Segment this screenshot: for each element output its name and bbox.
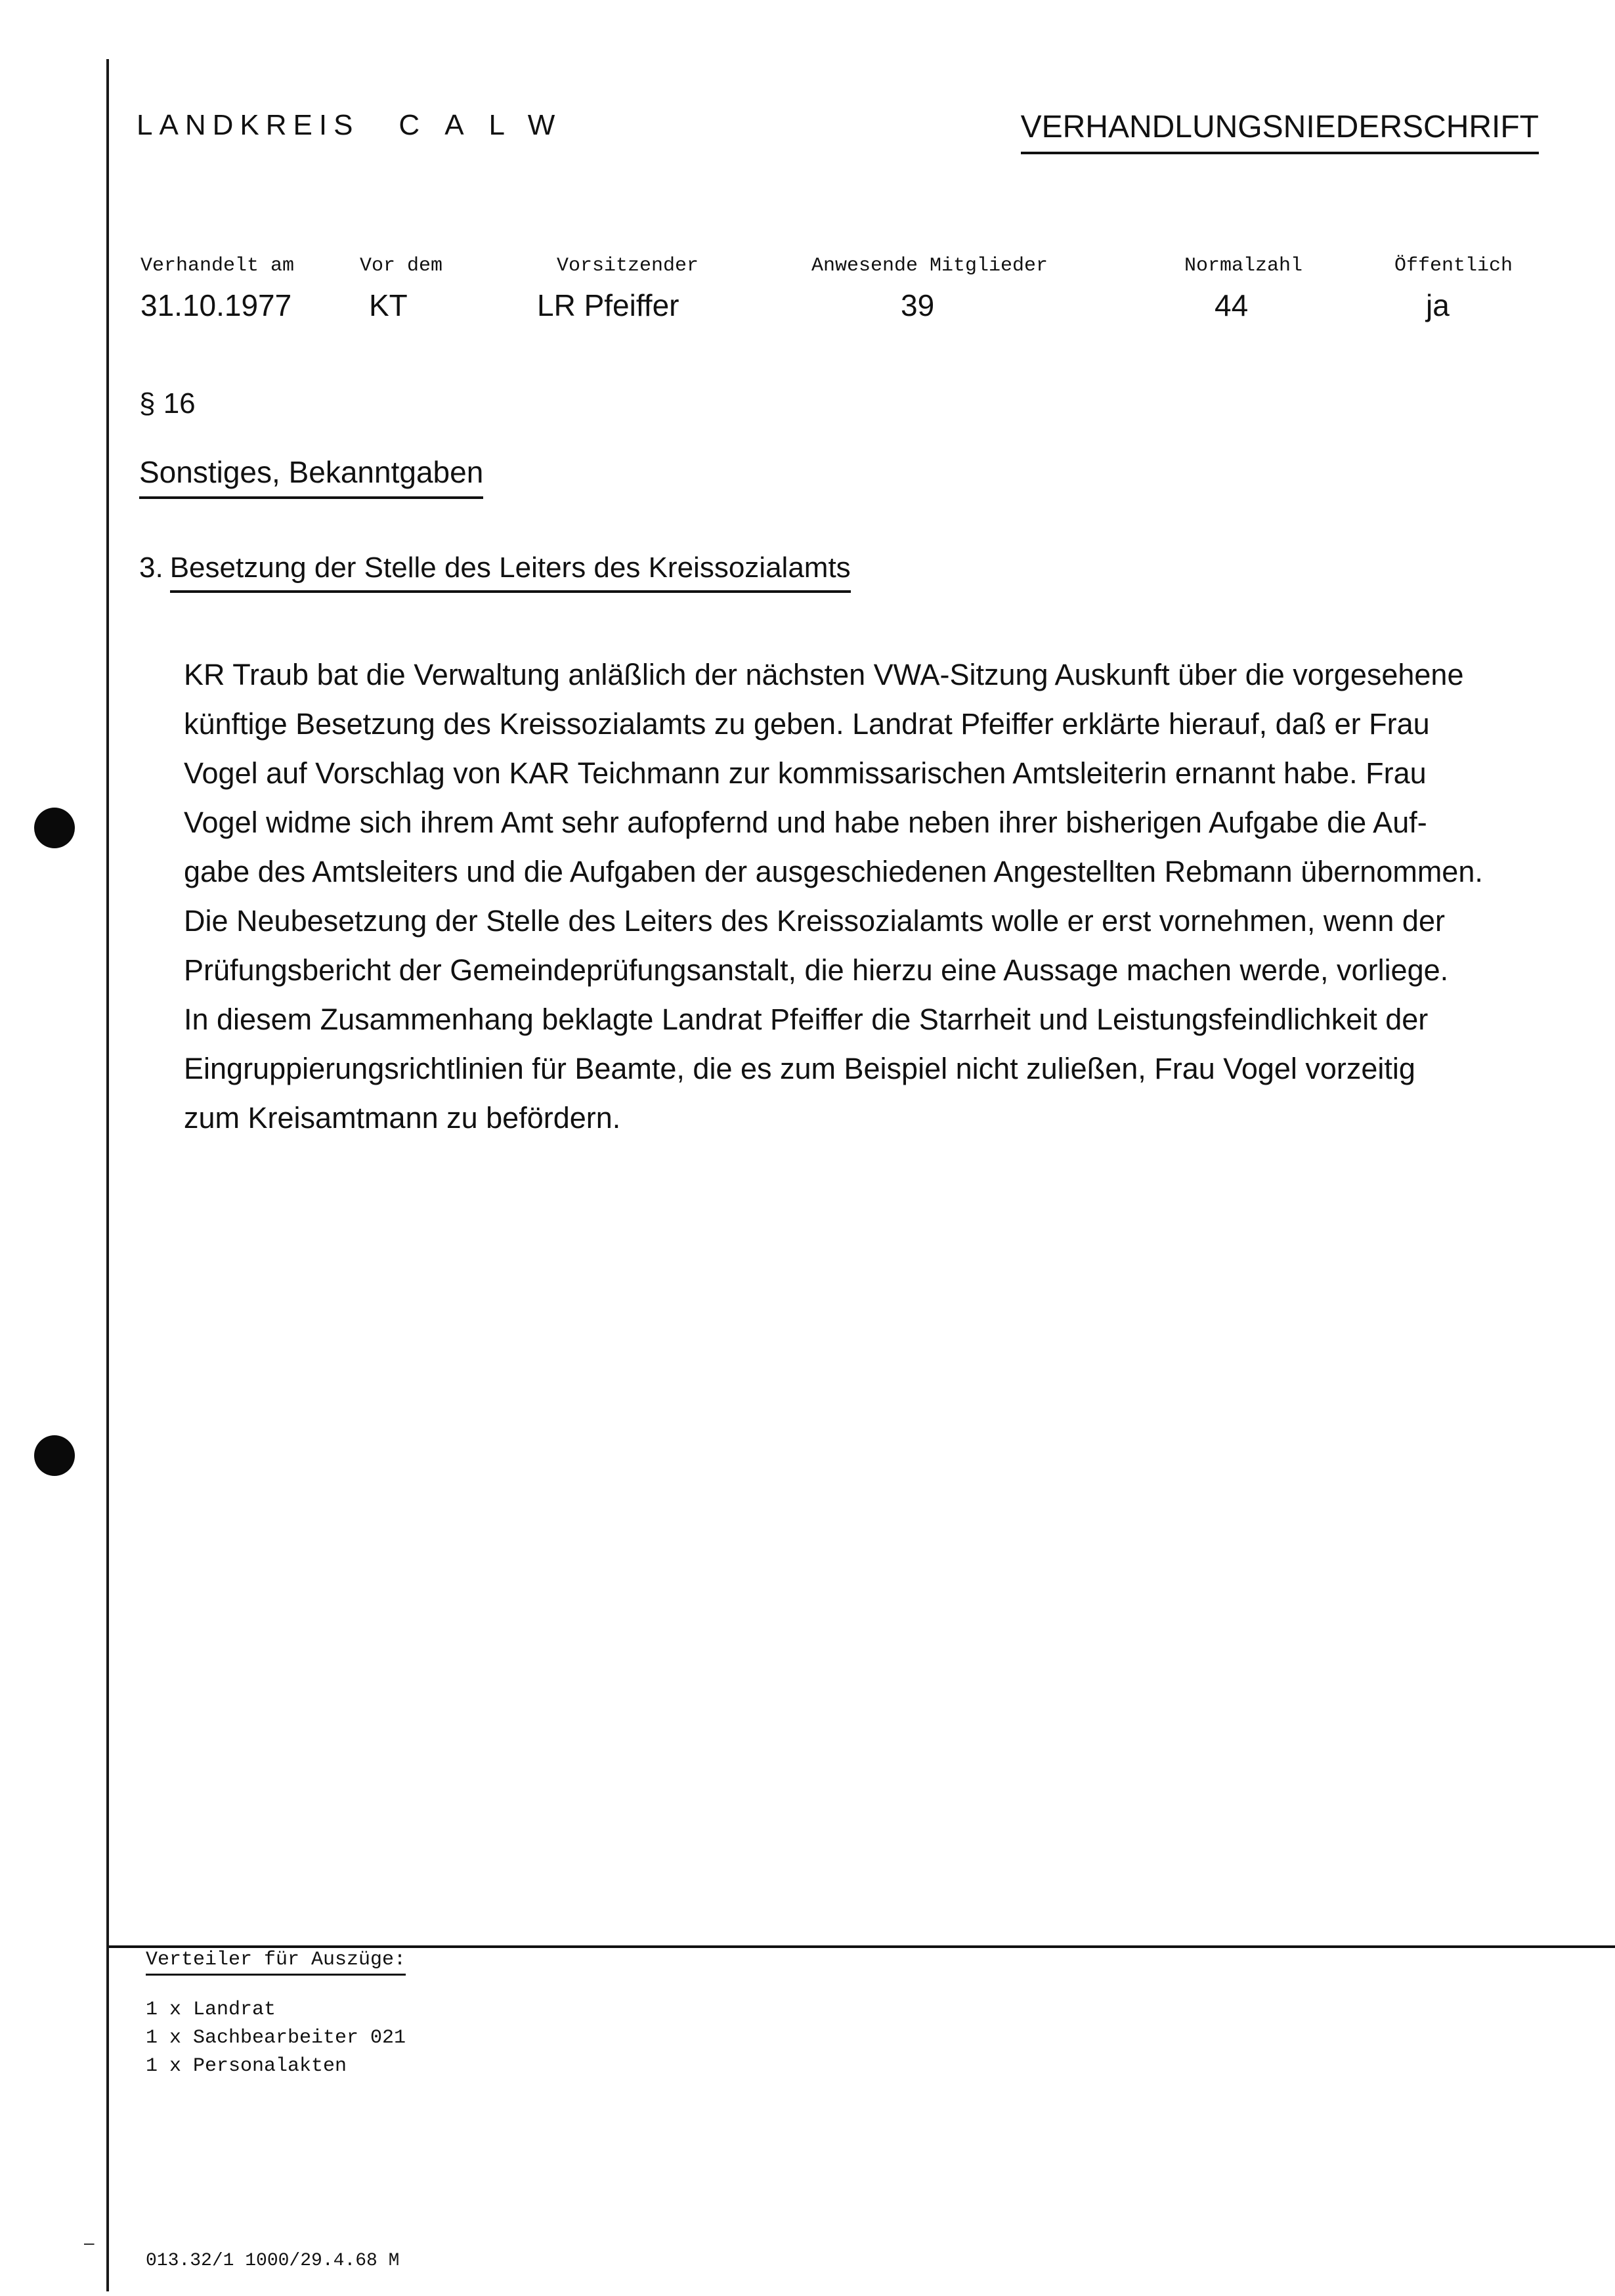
body-line: In diesem Zusammenhang beklagte Landrat Pfeiffer die Starrheit und Leistungsfeindlichkeit der xyxy=(184,1003,1429,1036)
meta-value-normal: 44 xyxy=(1215,288,1249,322)
meta-value-date: 31.10.1977 xyxy=(140,288,292,322)
org-name xyxy=(137,109,580,142)
punch-hole-top xyxy=(34,808,75,848)
minutes-body xyxy=(184,650,1562,1142)
org-name-part2: CALW xyxy=(398,109,580,141)
form-number: 013.32/1 1000/29.4.68 M xyxy=(146,2251,400,2271)
meta-value-public: ja xyxy=(1426,288,1450,322)
meta-label-date: Verhandelt am xyxy=(140,255,295,277)
distribution-title: Verteiler für Auszüge: xyxy=(146,1949,406,1976)
paragraph-number: § 16 xyxy=(139,387,196,420)
margin-mark: – xyxy=(84,2232,95,2253)
meta-label-chair: Vorsitzender xyxy=(557,255,699,277)
meta-value-before: KT xyxy=(369,288,408,322)
agenda-item-number: 3. xyxy=(139,552,163,584)
distribution-item: 1 x Sachbearbeiter 021 xyxy=(146,2027,406,2049)
distribution-list xyxy=(146,1996,406,2081)
org-name-part1: LANDKREIS xyxy=(137,109,360,141)
meta-label-present: Anwesende Mitglieder xyxy=(811,255,1048,277)
agenda-item-title: Besetzung der Stelle des Leiters des Kreissozialamts xyxy=(170,552,851,593)
body-line: künftige Besetzung des Kreissozialamts zu geben. Landrat Pfeiffer erklärte hierauf, daß er Frau xyxy=(184,707,1430,741)
agenda-item-heading xyxy=(139,552,851,584)
body-line: Eingruppierungsrichtlinien für Beamte, die es zum Beispiel nicht zuließen, Frau Vogel vorzeitig xyxy=(184,1052,1415,1085)
body-line: Prüfungsbericht der Gemeindeprüfungsanstalt, die hierzu eine Aussage machen werde, vorliege. xyxy=(184,953,1449,987)
left-margin-line xyxy=(106,59,109,2291)
meta-label-normal: Normalzahl xyxy=(1184,255,1303,277)
punch-hole-bottom xyxy=(34,1435,75,1476)
body-line: gabe des Amtsleiters und die Aufgaben der ausgeschiedenen Angestellten Rebmann übernommen. xyxy=(184,855,1483,888)
section-title: Sonstiges, Bekanntgaben xyxy=(139,454,483,499)
body-line: KR Traub bat die Verwaltung anläßlich der nächsten VWA-Sitzung Auskunft über die vorgesehene xyxy=(184,658,1464,691)
meta-label-before: Vor dem xyxy=(360,255,443,277)
meta-value-present: 39 xyxy=(901,288,935,322)
meta-value-chair: LR Pfeiffer xyxy=(537,288,679,322)
body-line: Vogel auf Vorschlag von KAR Teichmann zur kommissarischen Amtsleiterin ernannt habe. Frau xyxy=(184,756,1427,790)
body-line: zum Kreisamtmann zu befördern. xyxy=(184,1101,621,1135)
distribution-item: 1 x Landrat xyxy=(146,1999,276,2021)
footer-divider xyxy=(109,1945,1615,1948)
meta-label-public: Öffentlich xyxy=(1394,255,1513,277)
body-line: Vogel widme sich ihrem Amt sehr aufopfernd und habe neben ihrer bisherigen Aufgabe die Auf- xyxy=(184,806,1427,839)
distribution-item: 1 x Personalakten xyxy=(146,2055,347,2077)
document-title: VERHANDLUNGSNIEDERSCHRIFT xyxy=(1021,109,1539,154)
body-line: Die Neubesetzung der Stelle des Leiters des Kreissozialamts wolle er erst vornehmen, wenn der xyxy=(184,904,1445,938)
